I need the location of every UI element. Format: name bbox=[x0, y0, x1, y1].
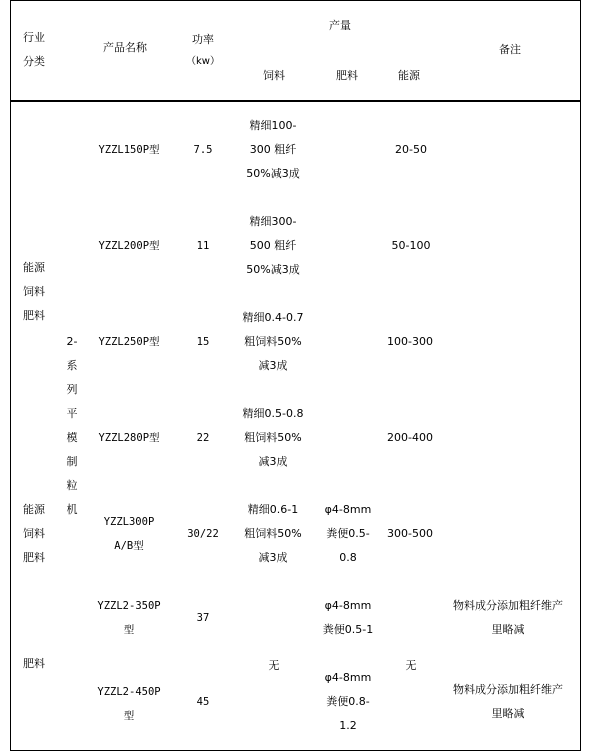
row-5-energy: 300-500 bbox=[387, 527, 433, 540]
row-3-feed: 精细0.4-0.7 粗饲料50% 减3成 bbox=[242, 311, 304, 372]
row-2-power: 11 bbox=[196, 240, 210, 252]
row-4-power: 22 bbox=[196, 432, 210, 444]
row-5-power: 30/22 bbox=[187, 528, 219, 540]
row-7-model: YZZL2-450P 型 bbox=[97, 686, 161, 722]
industry-group-3: 肥料 bbox=[23, 657, 45, 670]
row-6-power: 37 bbox=[196, 612, 210, 624]
header-industry: 行业 分类 bbox=[23, 31, 45, 68]
header-power: 功率 bbox=[192, 33, 214, 46]
row-7-remark: 物料成分添加粗纤维产 里略减 bbox=[453, 683, 563, 720]
row-3-model: YZZL250P型 bbox=[98, 336, 160, 348]
row-3-energy: 100-300 bbox=[387, 335, 433, 348]
series-label: 2- 系 列 平 模 制 粒 机 bbox=[66, 335, 78, 516]
row-1-power: 7.5 bbox=[193, 144, 213, 156]
row-3-power: 15 bbox=[196, 336, 210, 348]
header-fertilizer: 肥料 bbox=[336, 69, 358, 82]
row-6-model: YZZL2-350P 型 bbox=[97, 600, 161, 636]
header-energy: 能源 bbox=[398, 69, 420, 82]
row-5-feed: 精细0.6-1 粗饲料50% 减3成 bbox=[244, 503, 302, 564]
header-divider bbox=[10, 100, 580, 102]
row-4-feed: 精细0.5-0.8 粗饲料50% 减3成 bbox=[242, 407, 304, 468]
header-remark: 备注 bbox=[499, 43, 521, 56]
header-output: 产量 bbox=[329, 19, 351, 32]
header-product-name: 产品名称 bbox=[103, 41, 147, 54]
row-1-model: YZZL150P型 bbox=[98, 144, 160, 156]
industry-group-2: 能源 饲料 肥料 bbox=[23, 503, 45, 564]
merged-feed-none: 无 bbox=[268, 659, 280, 672]
row-2-feed: 精细300- 500 粗纤 50%减3成 bbox=[246, 215, 300, 276]
merged-energy-none: 无 bbox=[405, 659, 417, 672]
row-6-fertilizer: φ4-8mm 粪便0.5-1 bbox=[322, 599, 374, 636]
table-top-border bbox=[10, 0, 580, 1]
row-4-model: YZZL280P型 bbox=[98, 432, 160, 444]
row-5-model: YZZL300P A/B型 bbox=[103, 516, 155, 552]
row-5-fertilizer: φ4-8mm 粪便0.5- 0.8 bbox=[324, 503, 372, 564]
row-2-model: YZZL200P型 bbox=[98, 240, 160, 252]
industry-group-1: 能源 饲料 肥料 bbox=[23, 261, 45, 322]
row-1-feed: 精细100- 300 粗纤 50%减3成 bbox=[246, 119, 300, 180]
header-feed: 饲料 bbox=[263, 69, 285, 82]
row-1-energy: 20-50 bbox=[395, 143, 427, 156]
row-6-remark: 物料成分添加粗纤维产 里略减 bbox=[453, 599, 563, 636]
row-7-fertilizer: φ4-8mm 粪便0.8- 1.2 bbox=[324, 671, 372, 732]
row-2-energy: 50-100 bbox=[391, 239, 431, 252]
row-4-energy: 200-400 bbox=[387, 431, 433, 444]
header-power-unit: （kw） bbox=[186, 56, 220, 67]
row-7-power: 45 bbox=[196, 696, 210, 708]
